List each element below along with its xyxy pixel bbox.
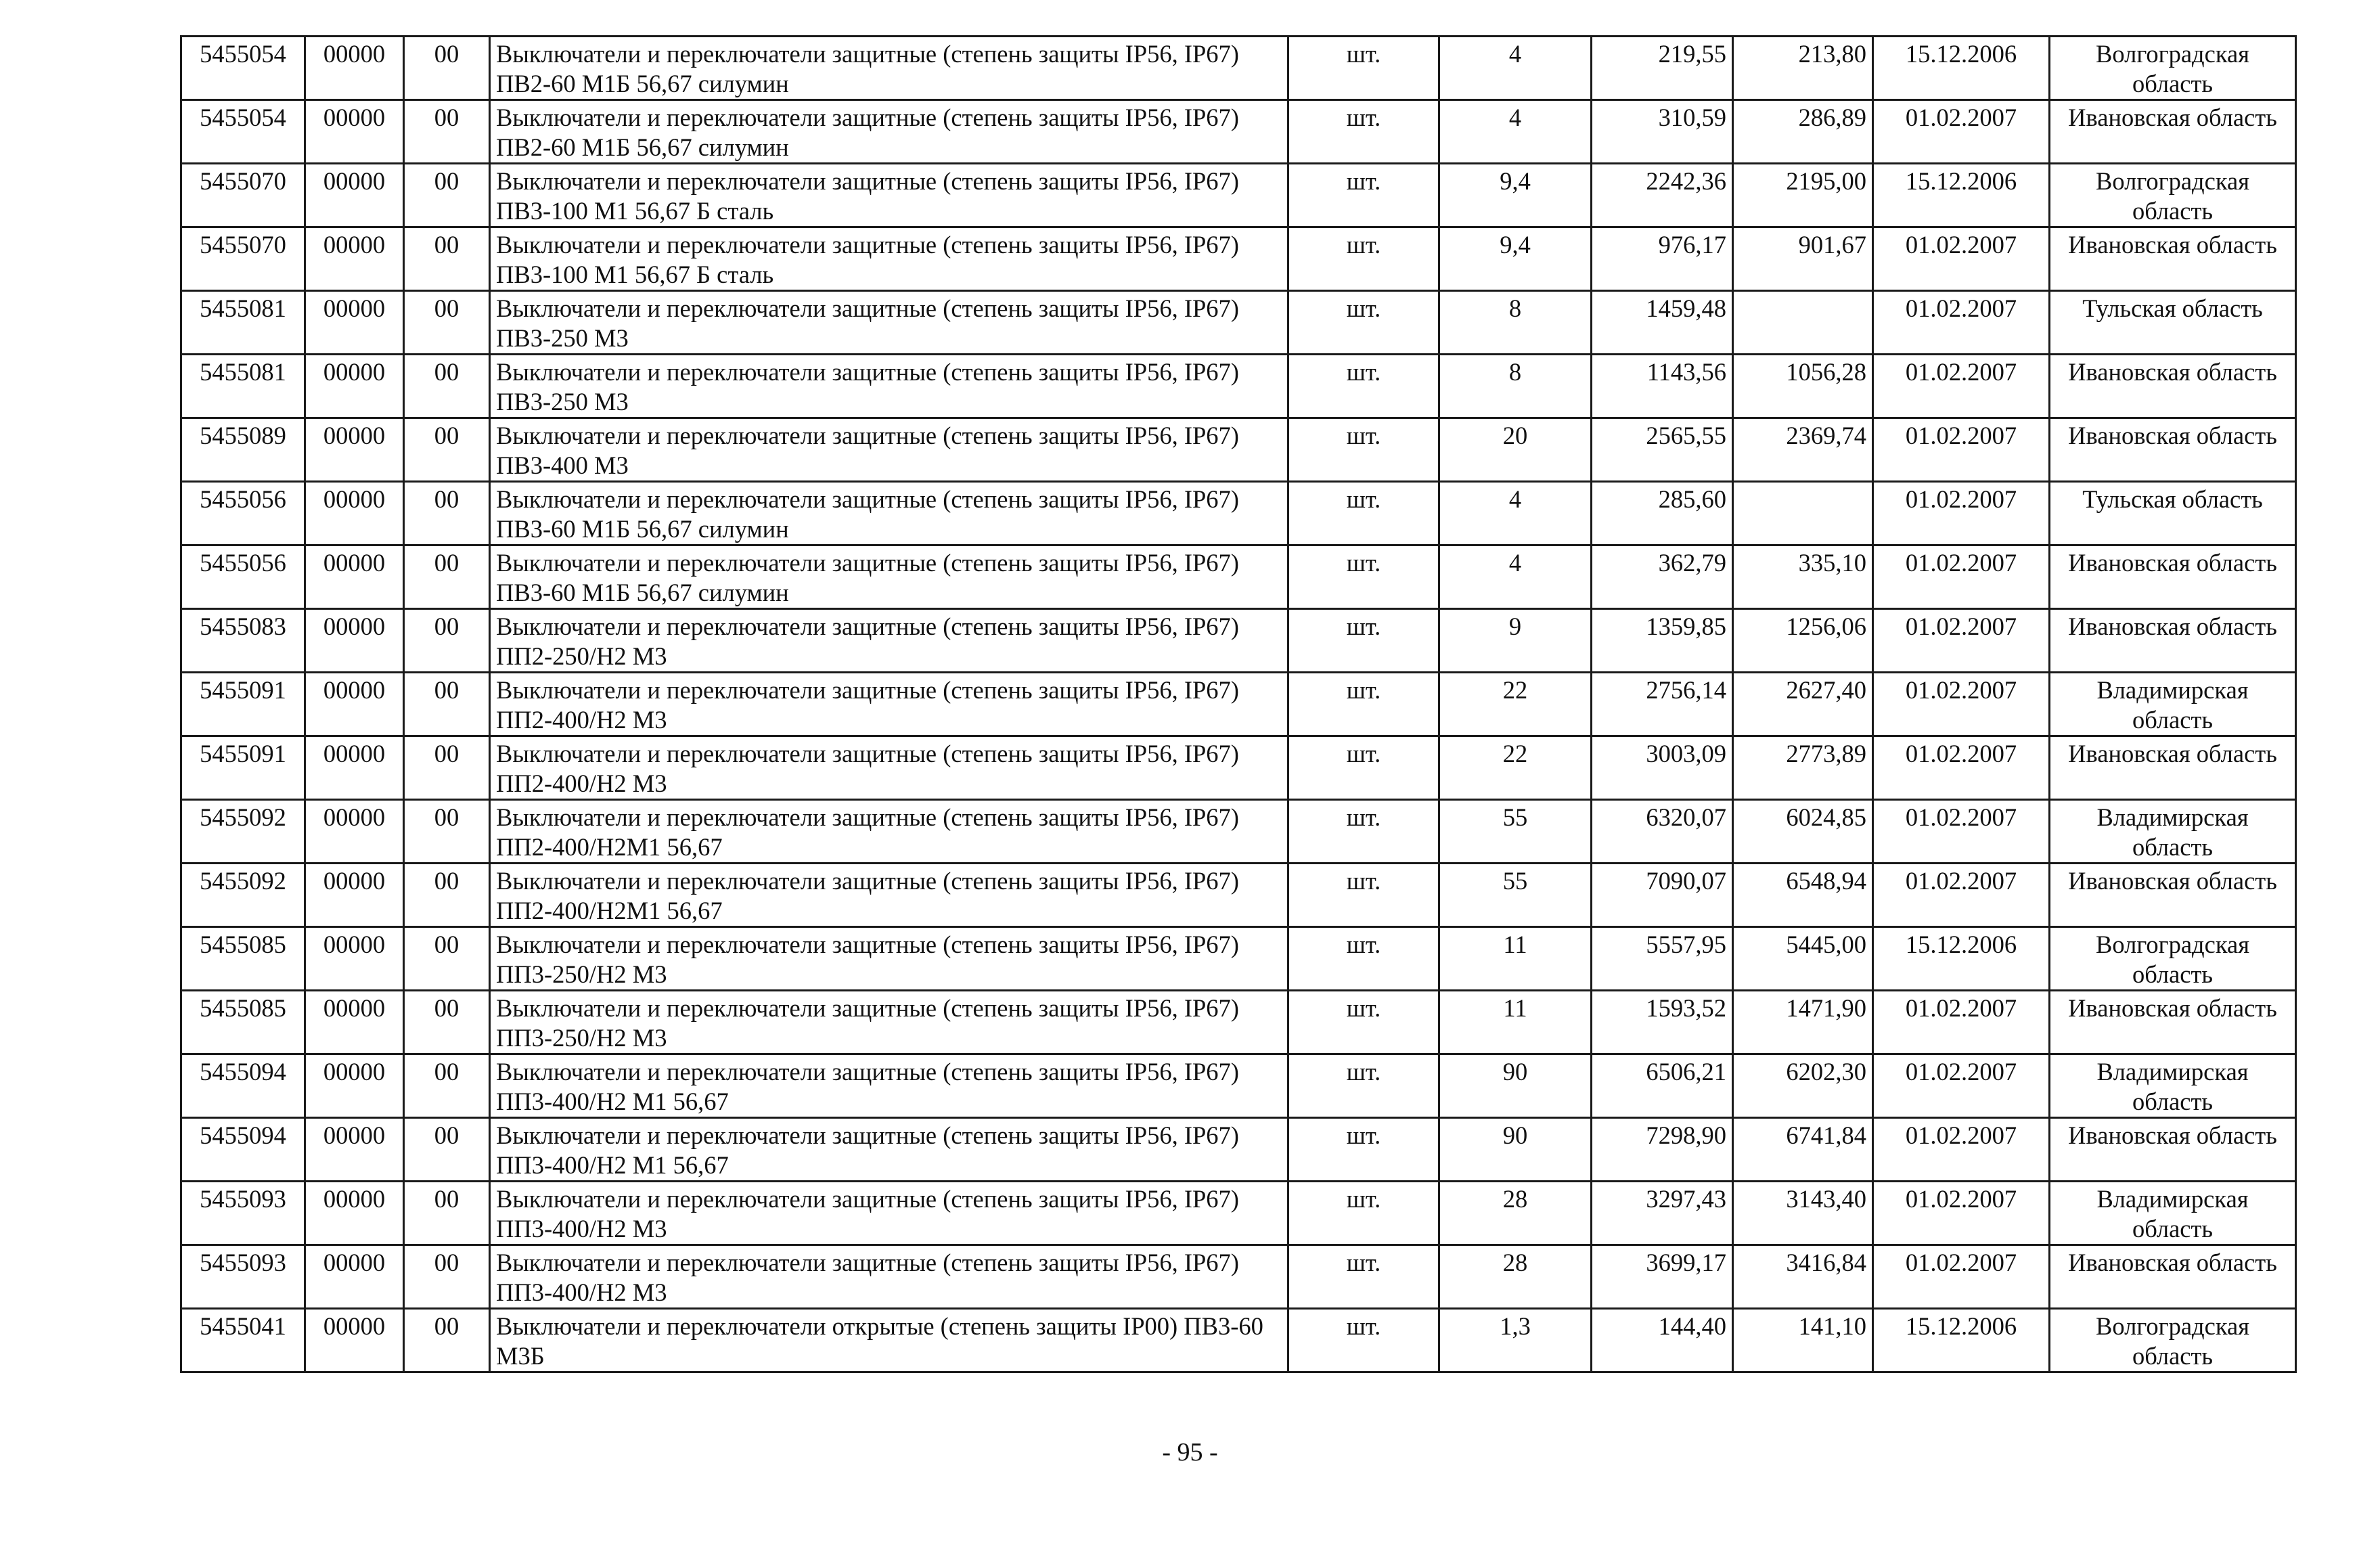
cell-subcode-2: 00	[404, 991, 490, 1054]
cell-region: Тульская область	[2050, 482, 2296, 545]
cell-unit: шт.	[1288, 609, 1439, 673]
cell-subcode-1: 00000	[305, 291, 404, 355]
cell-subcode-1: 00000	[305, 227, 404, 291]
cell-price-1: 2565,55	[1592, 418, 1733, 482]
cell-code: 5455081	[181, 291, 305, 355]
cell-price-2: 1471,90	[1733, 991, 1873, 1054]
cell-subcode-1: 00000	[305, 1182, 404, 1245]
cell-unit: шт.	[1288, 37, 1439, 100]
cell-quantity: 8	[1439, 291, 1592, 355]
cell-code: 5455093	[181, 1245, 305, 1309]
cell-code: 5455092	[181, 864, 305, 927]
table-row	[181, 418, 2296, 482]
cell-price-1: 976,17	[1592, 227, 1733, 291]
cell-date: 01.02.2007	[1873, 227, 2050, 291]
cell-price-2: 3416,84	[1733, 1245, 1873, 1309]
cell-subcode-2: 00	[404, 864, 490, 927]
cell-subcode-1: 00000	[305, 355, 404, 418]
cell-price-1: 3699,17	[1592, 1245, 1733, 1309]
table-row	[181, 100, 2296, 164]
cell-quantity: 1,3	[1439, 1309, 1592, 1372]
table-row	[181, 37, 2296, 100]
cell-quantity: 55	[1439, 864, 1592, 927]
cell-date: 15.12.2006	[1873, 1309, 2050, 1372]
cell-unit: шт.	[1288, 991, 1439, 1054]
cell-name: Выключатели и переключатели защитные (степень защиты IP56, IP67) ПП2-400/Н2М1 56,67	[490, 864, 1288, 927]
cell-price-2: 335,10	[1733, 545, 1873, 609]
cell-subcode-1: 00000	[305, 673, 404, 736]
table-row	[181, 609, 2296, 673]
cell-quantity: 9	[1439, 609, 1592, 673]
cell-price-2: 6024,85	[1733, 800, 1873, 864]
cell-region: Волгоградская область	[2050, 164, 2296, 227]
cell-price-1: 1359,85	[1592, 609, 1733, 673]
cell-code: 5455070	[181, 227, 305, 291]
cell-date: 01.02.2007	[1873, 291, 2050, 355]
cell-code: 5455081	[181, 355, 305, 418]
cell-code: 5455041	[181, 1309, 305, 1372]
cell-quantity: 28	[1439, 1245, 1592, 1309]
cell-date: 01.02.2007	[1873, 673, 2050, 736]
cell-code: 5455054	[181, 37, 305, 100]
cell-subcode-2: 00	[404, 482, 490, 545]
cell-subcode-2: 00	[404, 927, 490, 991]
cell-unit: шт.	[1288, 1182, 1439, 1245]
cell-code: 5455070	[181, 164, 305, 227]
cell-quantity: 11	[1439, 991, 1592, 1054]
cell-subcode-2: 00	[404, 1245, 490, 1309]
cell-subcode-1: 00000	[305, 991, 404, 1054]
cell-region: Ивановская область	[2050, 991, 2296, 1054]
cell-quantity: 20	[1439, 418, 1592, 482]
cell-subcode-1: 00000	[305, 1309, 404, 1372]
cell-price-1: 2756,14	[1592, 673, 1733, 736]
cell-subcode-1: 00000	[305, 1118, 404, 1182]
cell-price-1: 7090,07	[1592, 864, 1733, 927]
cell-subcode-1: 00000	[305, 545, 404, 609]
cell-name: Выключатели и переключатели защитные (степень защиты IP56, IP67) ПВ3-60 М1Б 56,67 силумин	[490, 482, 1288, 545]
table-row	[181, 673, 2296, 736]
cell-subcode-2: 00	[404, 736, 490, 800]
cell-quantity: 22	[1439, 736, 1592, 800]
cell-code: 5455091	[181, 673, 305, 736]
cell-price-1: 2242,36	[1592, 164, 1733, 227]
cell-quantity: 90	[1439, 1118, 1592, 1182]
page-number: - 95 -	[1162, 1438, 1218, 1467]
cell-unit: шт.	[1288, 482, 1439, 545]
cell-unit: шт.	[1288, 418, 1439, 482]
cell-region: Волгоградская область	[2050, 927, 2296, 991]
cell-code: 5455093	[181, 1182, 305, 1245]
cell-code: 5455056	[181, 482, 305, 545]
cell-subcode-2: 00	[404, 800, 490, 864]
cell-region: Ивановская область	[2050, 1245, 2296, 1309]
cell-code: 5455085	[181, 927, 305, 991]
cell-date: 01.02.2007	[1873, 609, 2050, 673]
cell-region: Ивановская область	[2050, 545, 2296, 609]
cell-subcode-2: 00	[404, 545, 490, 609]
cell-name: Выключатели и переключатели защитные (степень защиты IP56, IP67) ПП2-250/Н2 М3	[490, 609, 1288, 673]
cell-subcode-1: 00000	[305, 37, 404, 100]
cell-code: 5455089	[181, 418, 305, 482]
cell-price-1: 5557,95	[1592, 927, 1733, 991]
cell-name: Выключатели и переключатели защитные (степень защиты IP56, IP67) ПВ2-60 М1Б 56,67 силумин	[490, 37, 1288, 100]
cell-region: Тульская область	[2050, 291, 2296, 355]
cell-unit: шт.	[1288, 227, 1439, 291]
cell-code: 5455083	[181, 609, 305, 673]
cell-date: 01.02.2007	[1873, 1182, 2050, 1245]
cell-quantity: 9,4	[1439, 164, 1592, 227]
cell-date: 01.02.2007	[1873, 545, 2050, 609]
cell-date: 01.02.2007	[1873, 736, 2050, 800]
cell-name: Выключатели и переключатели защитные (степень защиты IP56, IP67) ПП3-400/Н2 М3	[490, 1182, 1288, 1245]
cell-quantity: 90	[1439, 1054, 1592, 1118]
cell-name: Выключатели и переключатели защитные (степень защиты IP56, IP67) ПП3-400/Н2 М1 56,67	[490, 1118, 1288, 1182]
cell-subcode-1: 00000	[305, 1054, 404, 1118]
cell-unit: шт.	[1288, 1309, 1439, 1372]
cell-region: Ивановская область	[2050, 227, 2296, 291]
cell-price-2: 2369,74	[1733, 418, 1873, 482]
table-row	[181, 1182, 2296, 1245]
cell-price-2: 141,10	[1733, 1309, 1873, 1372]
price-table-container	[180, 35, 2295, 1373]
cell-date: 01.02.2007	[1873, 1054, 2050, 1118]
cell-name: Выключатели и переключатели открытые (степень защиты IP00) ПВ3-60 М3Б	[490, 1309, 1288, 1372]
cell-name: Выключатели и переключатели защитные (степень защиты IP56, IP67) ПВ3-100 М1 56,67 Б сталь	[490, 164, 1288, 227]
cell-unit: шт.	[1288, 1054, 1439, 1118]
cell-unit: шт.	[1288, 355, 1439, 418]
cell-subcode-2: 00	[404, 1118, 490, 1182]
cell-name: Выключатели и переключатели защитные (степень защиты IP56, IP67) ПВ3-100 М1 56,67 Б сталь	[490, 227, 1288, 291]
cell-subcode-2: 00	[404, 609, 490, 673]
cell-region: Владимирская область	[2050, 1182, 2296, 1245]
cell-subcode-2: 00	[404, 164, 490, 227]
cell-date: 15.12.2006	[1873, 164, 2050, 227]
cell-region: Ивановская область	[2050, 418, 2296, 482]
cell-price-2: 3143,40	[1733, 1182, 1873, 1245]
cell-subcode-2: 00	[404, 291, 490, 355]
cell-code: 5455091	[181, 736, 305, 800]
cell-unit: шт.	[1288, 545, 1439, 609]
table-row	[181, 800, 2296, 864]
cell-name: Выключатели и переключатели защитные (степень защиты IP56, IP67) ПВ3-250 М3	[490, 291, 1288, 355]
cell-region: Волгоградская область	[2050, 37, 2296, 100]
cell-quantity: 22	[1439, 673, 1592, 736]
cell-subcode-1: 00000	[305, 164, 404, 227]
cell-name: Выключатели и переключатели защитные (степень защиты IP56, IP67) ПВ3-250 М3	[490, 355, 1288, 418]
cell-unit: шт.	[1288, 864, 1439, 927]
cell-region: Владимирская область	[2050, 800, 2296, 864]
table-row	[181, 1309, 2296, 1372]
cell-subcode-2: 00	[404, 227, 490, 291]
cell-date: 01.02.2007	[1873, 100, 2050, 164]
cell-price-2: 213,80	[1733, 37, 1873, 100]
cell-subcode-1: 00000	[305, 927, 404, 991]
cell-name: Выключатели и переключатели защитные (степень защиты IP56, IP67) ПП2-400/Н2 М3	[490, 673, 1288, 736]
cell-name: Выключатели и переключатели защитные (степень защиты IP56, IP67) ПВ3-400 М3	[490, 418, 1288, 482]
cell-subcode-2: 00	[404, 1182, 490, 1245]
table-body	[181, 37, 2296, 1372]
cell-code: 5455092	[181, 800, 305, 864]
cell-region: Ивановская область	[2050, 355, 2296, 418]
cell-code: 5455085	[181, 991, 305, 1054]
cell-unit: шт.	[1288, 1118, 1439, 1182]
cell-name: Выключатели и переключатели защитные (степень защиты IP56, IP67) ПП3-250/Н2 М3	[490, 991, 1288, 1054]
cell-region: Ивановская область	[2050, 864, 2296, 927]
cell-name: Выключатели и переключатели защитные (степень защиты IP56, IP67) ПП3-400/Н2 М1 56,67	[490, 1054, 1288, 1118]
cell-region: Владимирская область	[2050, 673, 2296, 736]
cell-subcode-1: 00000	[305, 736, 404, 800]
cell-date: 01.02.2007	[1873, 864, 2050, 927]
cell-subcode-2: 00	[404, 100, 490, 164]
table-row	[181, 1245, 2296, 1309]
cell-unit: шт.	[1288, 291, 1439, 355]
cell-price-2: 286,89	[1733, 100, 1873, 164]
table-row	[181, 355, 2296, 418]
cell-price-1: 310,59	[1592, 100, 1733, 164]
cell-quantity: 4	[1439, 482, 1592, 545]
cell-date: 01.02.2007	[1873, 1245, 2050, 1309]
cell-price-2	[1733, 482, 1873, 545]
cell-subcode-2: 00	[404, 37, 490, 100]
cell-unit: шт.	[1288, 164, 1439, 227]
cell-unit: шт.	[1288, 736, 1439, 800]
cell-code: 5455094	[181, 1118, 305, 1182]
price-table	[180, 35, 2297, 1373]
cell-unit: шт.	[1288, 927, 1439, 991]
cell-quantity: 9,4	[1439, 227, 1592, 291]
cell-price-1: 3297,43	[1592, 1182, 1733, 1245]
cell-price-1: 6506,21	[1592, 1054, 1733, 1118]
cell-subcode-2: 00	[404, 418, 490, 482]
table-row	[181, 864, 2296, 927]
cell-price-1: 285,60	[1592, 482, 1733, 545]
cell-quantity: 4	[1439, 100, 1592, 164]
cell-date: 01.02.2007	[1873, 1118, 2050, 1182]
cell-price-2: 6741,84	[1733, 1118, 1873, 1182]
cell-subcode-2: 00	[404, 1309, 490, 1372]
cell-date: 15.12.2006	[1873, 927, 2050, 991]
cell-name: Выключатели и переключатели защитные (степень защиты IP56, IP67) ПП2-400/Н2 М3	[490, 736, 1288, 800]
cell-price-2: 2773,89	[1733, 736, 1873, 800]
cell-subcode-1: 00000	[305, 800, 404, 864]
cell-price-1: 3003,09	[1592, 736, 1733, 800]
cell-unit: шт.	[1288, 100, 1439, 164]
cell-quantity: 55	[1439, 800, 1592, 864]
cell-quantity: 4	[1439, 545, 1592, 609]
cell-subcode-1: 00000	[305, 609, 404, 673]
table-row	[181, 1054, 2296, 1118]
cell-name: Выключатели и переключатели защитные (степень защиты IP56, IP67) ПВ3-60 М1Б 56,67 силумин	[490, 545, 1288, 609]
cell-unit: шт.	[1288, 673, 1439, 736]
cell-region: Ивановская область	[2050, 736, 2296, 800]
cell-quantity: 11	[1439, 927, 1592, 991]
cell-price-2: 6202,30	[1733, 1054, 1873, 1118]
cell-price-1: 1459,48	[1592, 291, 1733, 355]
cell-region: Волгоградская область	[2050, 1309, 2296, 1372]
cell-quantity: 8	[1439, 355, 1592, 418]
cell-date: 01.02.2007	[1873, 355, 2050, 418]
cell-name: Выключатели и переключатели защитные (степень защиты IP56, IP67) ПП2-400/Н2М1 56,67	[490, 800, 1288, 864]
cell-price-2: 2195,00	[1733, 164, 1873, 227]
cell-name: Выключатели и переключатели защитные (степень защиты IP56, IP67) ПП3-400/Н2 М3	[490, 1245, 1288, 1309]
cell-price-2	[1733, 291, 1873, 355]
cell-price-2: 1256,06	[1733, 609, 1873, 673]
cell-code: 5455056	[181, 545, 305, 609]
cell-price-1: 1143,56	[1592, 355, 1733, 418]
cell-date: 01.02.2007	[1873, 418, 2050, 482]
table-row	[181, 227, 2296, 291]
cell-subcode-1: 00000	[305, 418, 404, 482]
table-row	[181, 991, 2296, 1054]
cell-price-1: 219,55	[1592, 37, 1733, 100]
cell-quantity: 28	[1439, 1182, 1592, 1245]
cell-price-2: 6548,94	[1733, 864, 1873, 927]
cell-date: 01.02.2007	[1873, 482, 2050, 545]
cell-name: Выключатели и переключатели защитные (степень защиты IP56, IP67) ПВ2-60 М1Б 56,67 силумин	[490, 100, 1288, 164]
cell-price-2: 2627,40	[1733, 673, 1873, 736]
cell-date: 01.02.2007	[1873, 800, 2050, 864]
table-row	[181, 545, 2296, 609]
cell-subcode-1: 00000	[305, 100, 404, 164]
cell-region: Ивановская область	[2050, 1118, 2296, 1182]
cell-subcode-2: 00	[404, 355, 490, 418]
cell-price-1: 7298,90	[1592, 1118, 1733, 1182]
cell-subcode-2: 00	[404, 673, 490, 736]
cell-price-2: 1056,28	[1733, 355, 1873, 418]
cell-subcode-2: 00	[404, 1054, 490, 1118]
cell-region: Владимирская область	[2050, 1054, 2296, 1118]
cell-price-1: 144,40	[1592, 1309, 1733, 1372]
cell-region: Ивановская область	[2050, 100, 2296, 164]
table-row	[181, 164, 2296, 227]
cell-date: 01.02.2007	[1873, 991, 2050, 1054]
cell-subcode-1: 00000	[305, 864, 404, 927]
cell-code: 5455094	[181, 1054, 305, 1118]
table-row	[181, 1118, 2296, 1182]
table-row	[181, 736, 2296, 800]
cell-price-2: 5445,00	[1733, 927, 1873, 991]
table-row	[181, 291, 2296, 355]
cell-unit: шт.	[1288, 800, 1439, 864]
cell-subcode-1: 00000	[305, 482, 404, 545]
table-row	[181, 482, 2296, 545]
cell-date: 15.12.2006	[1873, 37, 2050, 100]
cell-name: Выключатели и переключатели защитные (степень защиты IP56, IP67) ПП3-250/Н2 М3	[490, 927, 1288, 991]
cell-price-2: 901,67	[1733, 227, 1873, 291]
cell-price-1: 6320,07	[1592, 800, 1733, 864]
cell-region: Ивановская область	[2050, 609, 2296, 673]
cell-unit: шт.	[1288, 1245, 1439, 1309]
cell-price-1: 362,79	[1592, 545, 1733, 609]
table-row	[181, 927, 2296, 991]
cell-quantity: 4	[1439, 37, 1592, 100]
cell-subcode-1: 00000	[305, 1245, 404, 1309]
cell-code: 5455054	[181, 100, 305, 164]
cell-price-1: 1593,52	[1592, 991, 1733, 1054]
